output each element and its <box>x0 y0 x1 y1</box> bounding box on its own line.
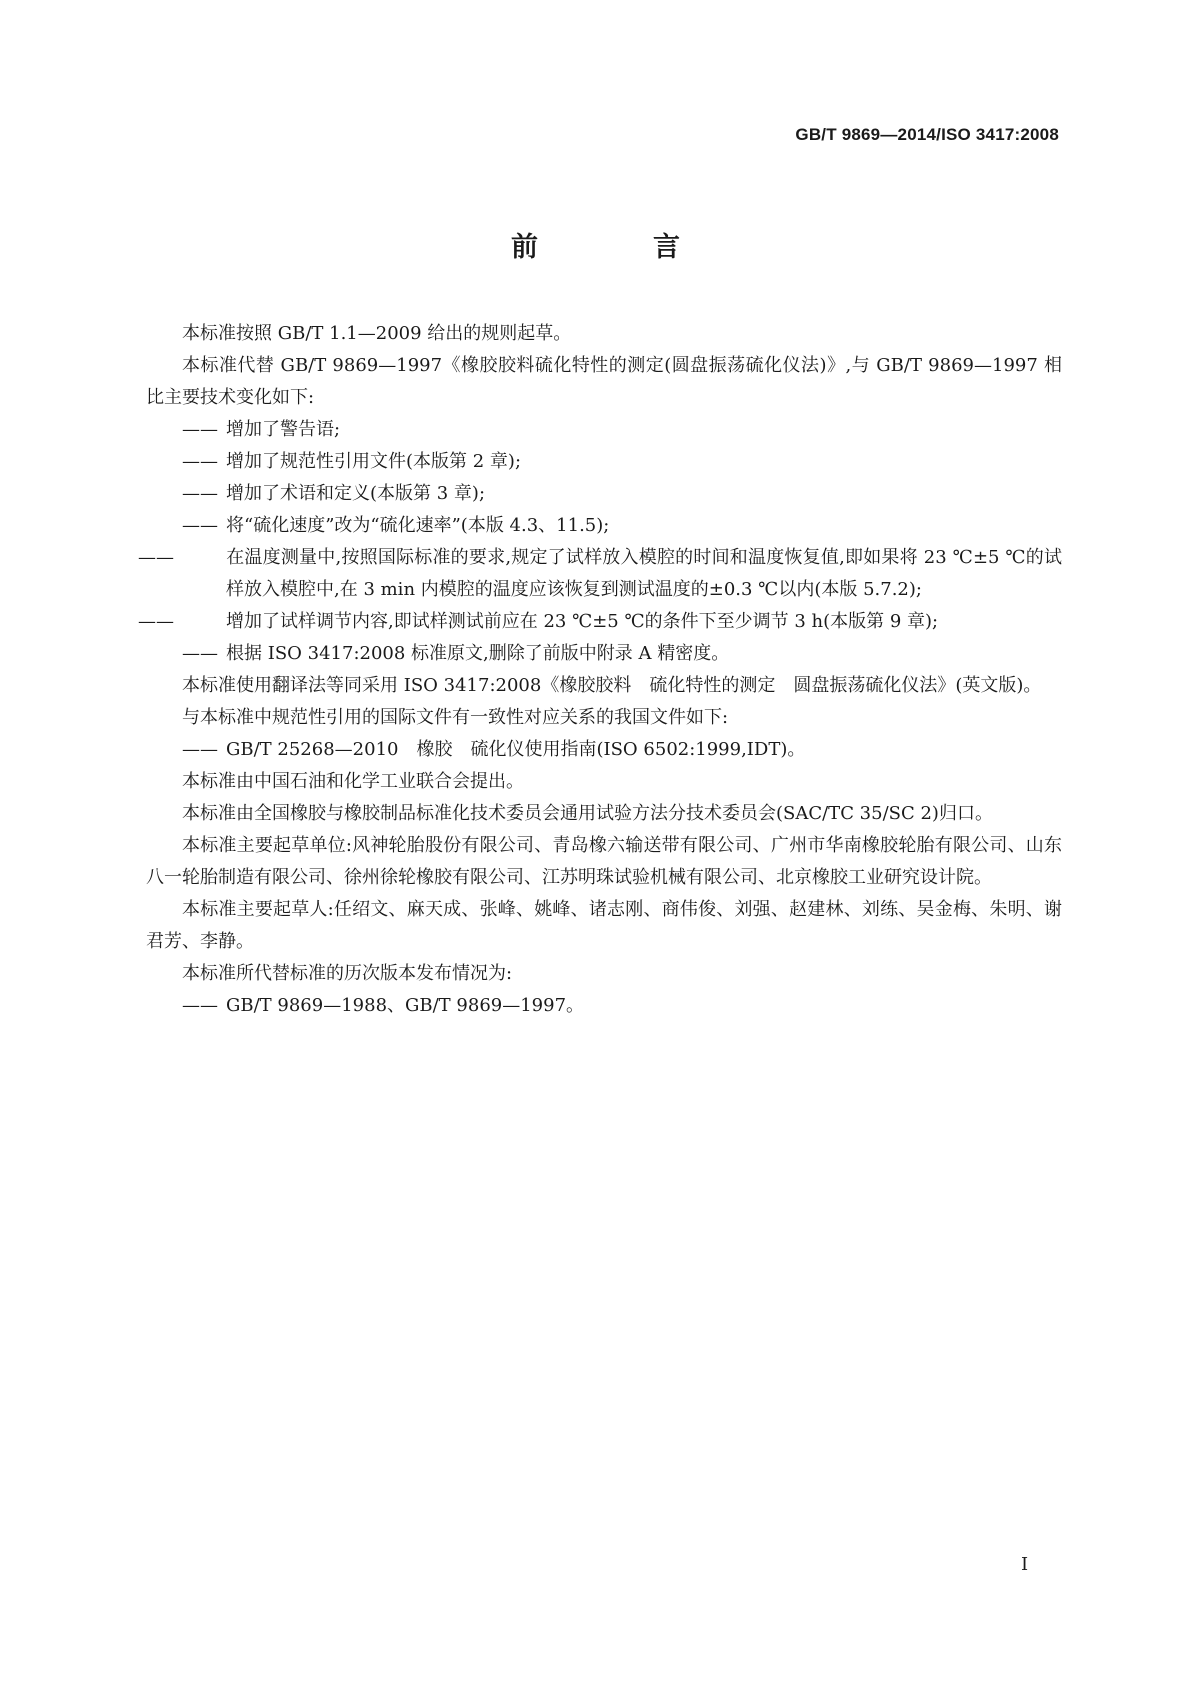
list-item-text: 增加了试样调节内容,即试样测试前应在 23 ℃±5 ℃的条件下至少调节 3 h(本版第 9 章); <box>226 611 939 632</box>
list-item <box>146 478 1062 510</box>
dash-marker: —— <box>182 515 218 536</box>
list-item <box>146 990 1062 1022</box>
list-item-text: 在温度测量中,按照国际标准的要求,规定了试样放入模腔的时间和温度恢复值,即如果将 23 ℃±5 ℃的试样放入模腔中,在 3 min 内模腔的温度应该恢复到测试温度的±0.3 ℃以内(本版 5.7.2); <box>226 547 1062 600</box>
paragraph-technical-committee: 本标准由全国橡胶与橡胶制品标准化技术委员会通用试验方法分技术委员会(SAC/TC 35/SC 2)归口。 <box>182 803 993 824</box>
paragraph-correspondence: 与本标准中规范性引用的国际文件有一致性对应关系的我国文件如下: <box>182 707 729 728</box>
dash-marker: —— <box>182 643 218 664</box>
paragraph-drafters: 本标准主要起草人:任绍文、麻天成、张峰、姚峰、诸志刚、商伟俊、刘强、赵建林、刘练、吴金梅、朱明、谢君芳、李静。 <box>146 899 1062 952</box>
list-item-text: 将“硫化速度”改为“硫化速率”(本版 4.3、11.5); <box>226 515 610 536</box>
paragraph-adoption: 本标准使用翻译法等同采用 ISO 3417:2008《橡胶胶料 硫化特性的测定 圆盘振荡硫化仪法》(英文版)。 <box>182 675 1042 696</box>
dash-marker: —— <box>138 547 174 568</box>
list-item <box>146 446 1062 478</box>
dash-marker: —— <box>182 739 218 760</box>
list-item <box>146 510 1062 542</box>
page-title: 前 言 <box>511 232 724 263</box>
paragraph-drafting-rules: 本标准按照 GB/T 1.1—2009 给出的规则起草。 <box>182 323 572 344</box>
page-number: I <box>1021 1554 1029 1575</box>
standard-code-header: GB/T 9869—2014/ISO 3417:2008 <box>795 125 1059 144</box>
paragraph-drafting-units: 本标准主要起草单位:风神轮胎股份有限公司、青岛橡六输送带有限公司、广州市华南橡胶轮胎有限公司、山东八一轮胎制造有限公司、徐州徐轮橡胶有限公司、江苏明珠试验机械有限公司、北京橡胶工业研究设计院。 <box>146 835 1062 888</box>
paragraph-replacement: 本标准代替 GB/T 9869—1997《橡胶胶料硫化特性的测定(圆盘振荡硫化仪法)》,与 GB/T 9869—1997 相比主要技术变化如下: <box>146 355 1062 408</box>
list-item-text: 增加了规范性引用文件(本版第 2 章); <box>226 451 522 472</box>
list-item <box>146 734 1062 766</box>
dash-marker: —— <box>182 451 218 472</box>
dash-marker: —— <box>182 483 218 504</box>
paragraph-history-intro: 本标准所代替标准的历次版本发布情况为: <box>182 963 513 984</box>
list-item <box>138 542 1062 606</box>
dash-marker: —— <box>182 419 218 440</box>
dash-marker: —— <box>138 611 174 632</box>
list-item-text: 增加了警告语; <box>226 419 341 440</box>
list-item-text: 增加了术语和定义(本版第 3 章); <box>226 483 486 504</box>
list-item <box>146 414 1062 446</box>
foreword-body <box>138 318 1062 1022</box>
list-item <box>138 606 1062 638</box>
reference-text: GB/T 25268—2010 橡胶 硫化仪使用指南(ISO 6502:1999,IDT)。 <box>226 739 806 760</box>
list-item-text: 根据 ISO 3417:2008 标准原文,删除了前版中附录 A 精密度。 <box>226 643 730 664</box>
paragraph-proposer: 本标准由中国石油和化学工业联合会提出。 <box>182 771 524 792</box>
list-item <box>146 638 1062 670</box>
history-text: GB/T 9869—1988、GB/T 9869—1997。 <box>226 995 585 1016</box>
dash-marker: —— <box>182 995 218 1016</box>
